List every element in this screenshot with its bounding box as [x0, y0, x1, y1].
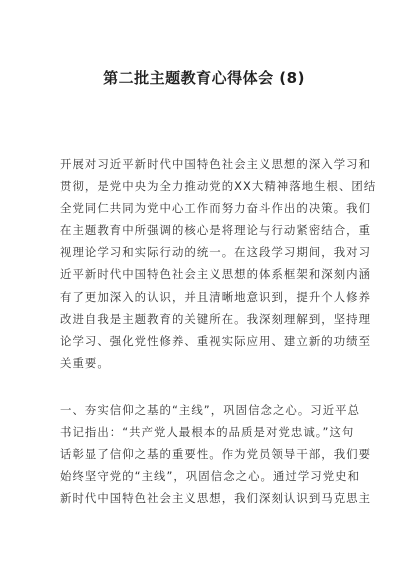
text-line: 新时代中国特色社会主义思想，我们深刻认识到马克思主 [60, 491, 372, 506]
text-line: 全党同仁共同为党中心工作而努力奋斗作出的决策。我们 [60, 201, 372, 216]
text-line: 改进自我是主题教育的关键所在。我深刻理解到，坚持理 [60, 311, 372, 326]
text-line: 有了更加深入的认识，并且清晰地意识到，提升个人修养 [60, 289, 372, 304]
text-line: 论学习、强化党性修养、重视实际应用、建立新的功绩至 [60, 333, 372, 348]
text-line: 视理论学习和实际行动的统一。在这段学习期间，我对习 [60, 245, 372, 260]
text-line: 近平新时代中国特色社会主义思想的体系框架和深刻内涵 [60, 267, 372, 282]
text-line: 书记指出：“共产党人最根本的品质是对党忠诚。”这句 [60, 425, 355, 440]
document-title: 第二批主题教育心得体会 (8) [103, 69, 305, 87]
text-line: 话彰显了信仰之基的重要性。作为党员领导干部，我们要 [60, 447, 372, 462]
text-line: 开展对习近平新时代中国特色社会主义思想的深入学习和 [60, 157, 372, 171]
text-line: 贯彻，是党中央为全力推动党的XX大精神落地生根、团结 [60, 179, 377, 194]
text-line: 关重要。 [60, 355, 110, 370]
paragraph-section-one [60, 399, 372, 509]
text-line: 始终坚守党的“主线”，巩固信念之心。通过学习党史和 [60, 469, 361, 484]
paragraph-intro [60, 153, 377, 374]
text-line: 一、夯实信仰之基的“主线”，巩固信念之心。习近平总 [60, 403, 361, 417]
text-line: 在主题教育中所强调的核心是将理论与行动紧密结合，重 [60, 223, 372, 238]
